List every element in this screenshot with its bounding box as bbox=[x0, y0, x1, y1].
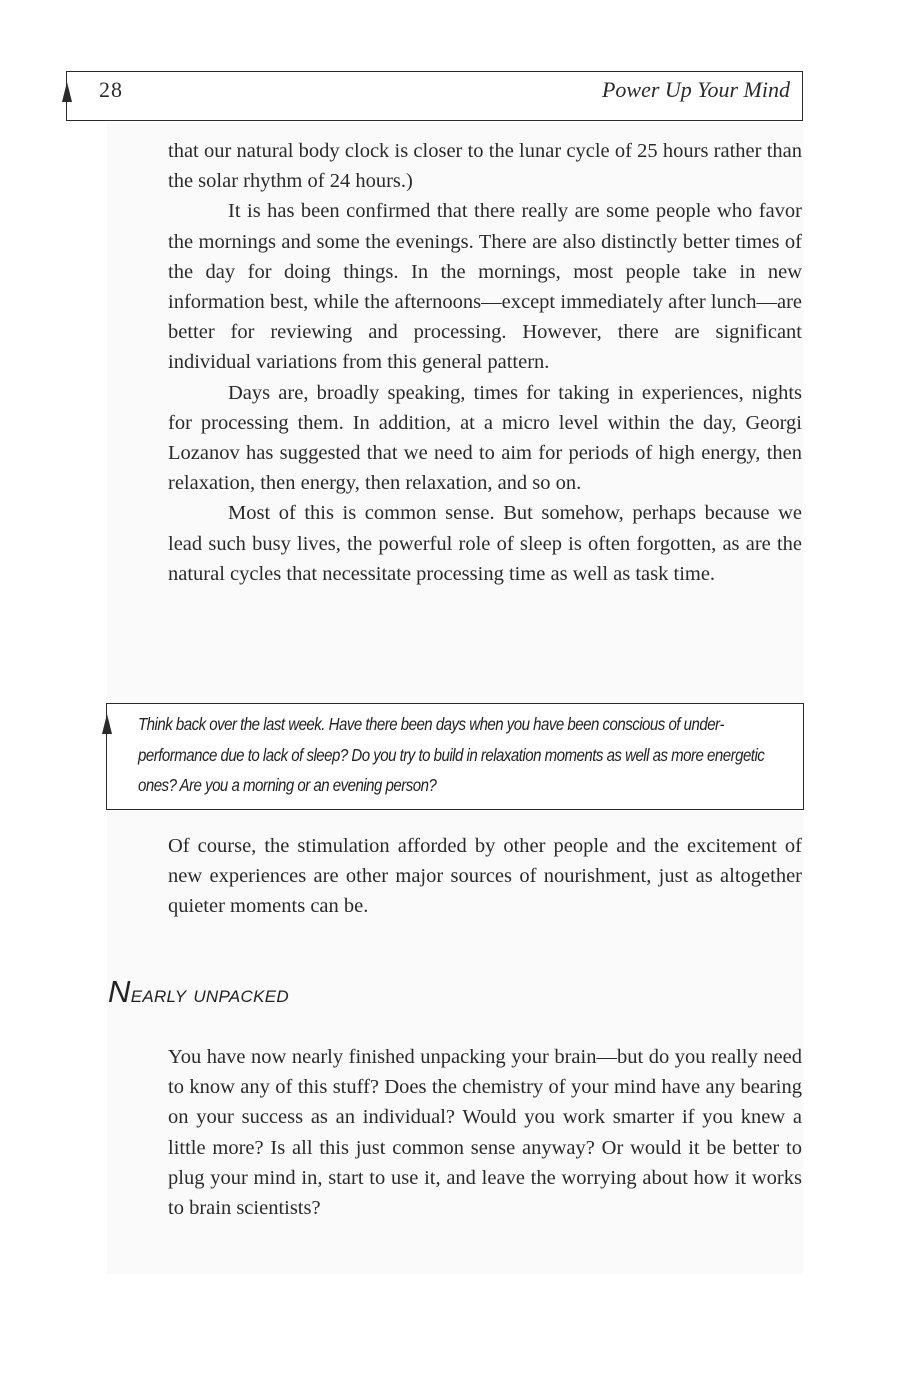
body-text-before-note bbox=[168, 136, 802, 589]
paragraph: Most of this is common sense. But somehow, perhaps because we lead such busy lives, the powerful role of sleep is often forgotten, as are the natural cycles that necessitate processing time as well as task time. bbox=[168, 502, 802, 585]
arrow-up-icon bbox=[62, 82, 72, 102]
running-title: Power Up Your Mind bbox=[601, 77, 790, 102]
paragraph: Days are, broadly speaking, times for taking in experiences, nights for processing them. In addition, at a micro level within the day, Georgi Lozanov has suggested that we need to aim for periods of high energy, then relaxation, then energy, then relaxation, and so on. bbox=[168, 381, 802, 495]
body-text-after-note bbox=[168, 831, 802, 922]
paragraph: Of course, the stimulation afforded by other people and the excitement of new experiences are other major sources of nourishment, just as altogether quieter moments can be. bbox=[168, 835, 802, 918]
paragraph: It is has been confirmed that there really are some people who favor the mornings and some the evenings. There are also distinctly better times of the day for doing things. In the mornings, most people take in new information best, while the afternoons—except immediately after lunch—are better for reviewing and processing. However, there are significant individual variations from this general pattern. bbox=[168, 200, 802, 374]
page-number: 28 bbox=[99, 77, 123, 102]
paragraph: You have now nearly finished unpacking your brain—but do you really need to know any of this stuff? Does the chemistry of your mind have any bearing on your success as an individual? Would you work smarter if you knew a little more? Is all this just common sense anyway? Or would it be better to plug your mind in, start to use it, and leave the worrying about how it works to brain scientists? bbox=[168, 1046, 802, 1220]
section-heading-initial: N bbox=[108, 974, 131, 1009]
section-body-text bbox=[168, 1042, 802, 1223]
section-heading bbox=[108, 972, 289, 1015]
section-heading-rest: early unpacked bbox=[130, 981, 289, 1008]
arrow-up-icon bbox=[102, 714, 112, 734]
reflection-note-text: Think back over the last week. Have there been days when you have been conscious of underperformance due to lack of sleep? Do you try to build in relaxation moments as well as more energetic ones? Are you a morning or an evening person? bbox=[138, 714, 765, 795]
paragraph: that our natural body clock is closer to the lunar cycle of 25 hours rather than the solar rhythm of 24 hours.) bbox=[168, 140, 802, 193]
